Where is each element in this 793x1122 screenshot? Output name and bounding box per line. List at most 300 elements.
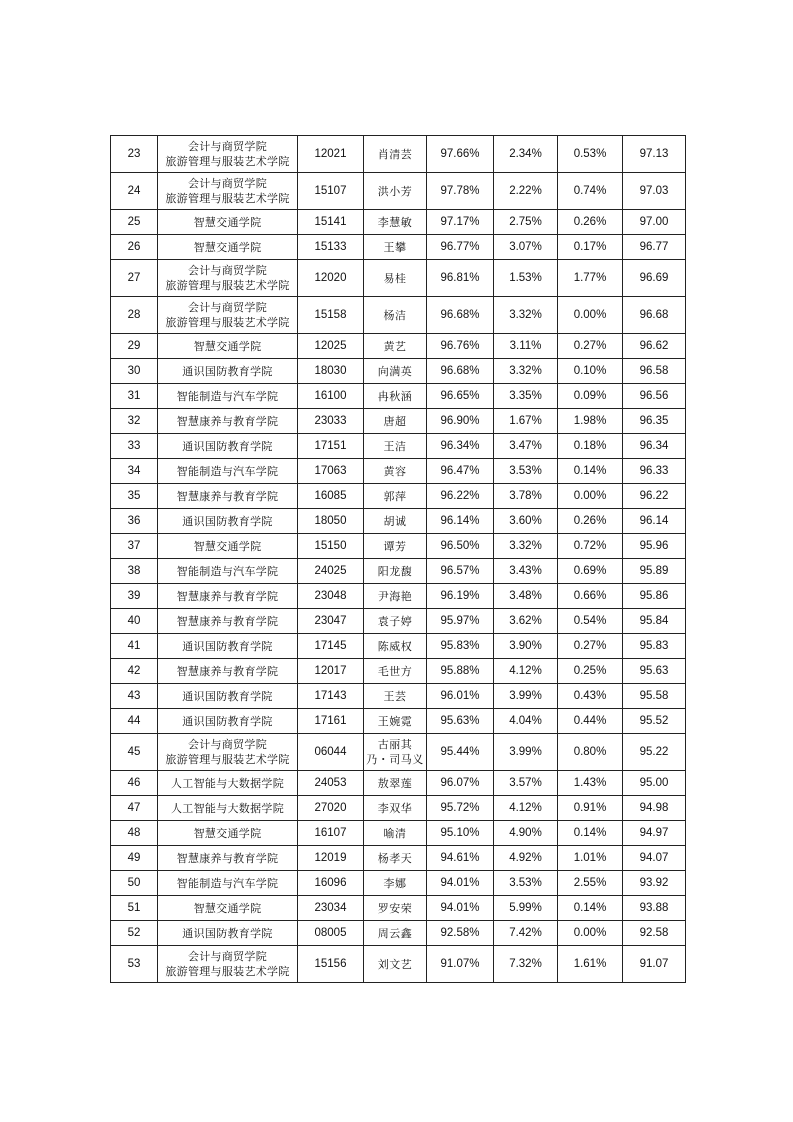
score-cell: 96.34 [623, 434, 686, 459]
department-cell [158, 771, 298, 796]
name-cell [364, 409, 427, 434]
department-cell-line: 智慧康养与教育学院 [176, 414, 279, 428]
id-cell: 17063 [298, 459, 364, 484]
table-row [111, 634, 686, 659]
percent-3-cell: 0.00% [558, 297, 623, 334]
name-cell-line: 冉秋涵 [377, 389, 413, 403]
score-cell: 94.97 [623, 821, 686, 846]
percent-3-cell: 0.18% [558, 434, 623, 459]
department-cell-line: 通识国防教育学院 [182, 639, 273, 653]
name-cell-line: 刘文艺 [377, 957, 413, 971]
percent-2-cell: 3.62% [494, 609, 558, 634]
table-row [111, 409, 686, 434]
percent-1-cell: 96.22% [427, 484, 494, 509]
row-number-cell: 35 [111, 484, 158, 509]
row-number-cell: 32 [111, 409, 158, 434]
percent-1-cell: 96.68% [427, 359, 494, 384]
table-row [111, 709, 686, 734]
table-row [111, 434, 686, 459]
percent-3-cell: 0.72% [558, 534, 623, 559]
table-row [111, 297, 686, 334]
row-number-cell: 29 [111, 334, 158, 359]
department-cell-line: 会计与商贸学院 [187, 301, 268, 314]
name-cell-line: 谭芳 [383, 539, 407, 553]
name-cell-line: 黄艺 [383, 339, 407, 353]
percent-1-cell: 96.07% [427, 771, 494, 796]
percent-3-cell: 1.43% [558, 771, 623, 796]
percent-3-cell: 0.44% [558, 709, 623, 734]
name-cell [364, 734, 427, 771]
name-cell [364, 509, 427, 534]
name-cell-line: 李娜 [383, 876, 407, 890]
department-cell-line: 智慧交通学院 [193, 901, 262, 915]
row-number-cell: 47 [111, 796, 158, 821]
department-cell [158, 846, 298, 871]
department-cell-line: 智能制造与汽车学院 [176, 464, 279, 478]
name-cell-line: 尹海艳 [377, 589, 413, 603]
percent-3-cell: 0.54% [558, 609, 623, 634]
row-number-cell: 51 [111, 896, 158, 921]
score-cell: 95.86 [623, 584, 686, 609]
name-cell-line: 王洁 [383, 439, 407, 453]
id-cell: 15150 [298, 534, 364, 559]
department-cell [158, 384, 298, 409]
id-cell: 23034 [298, 896, 364, 921]
name-cell [364, 896, 427, 921]
percent-3-cell: 0.14% [558, 896, 623, 921]
name-cell-line: 乃・司马义 [366, 753, 424, 766]
percent-1-cell: 94.61% [427, 846, 494, 871]
id-cell: 15107 [298, 173, 364, 210]
percent-1-cell: 96.65% [427, 384, 494, 409]
row-number-cell: 44 [111, 709, 158, 734]
percent-1-cell: 96.76% [427, 334, 494, 359]
department-cell [158, 684, 298, 709]
department-cell-line: 旅游管理与服装艺术学院 [165, 965, 290, 978]
percent-3-cell: 1.61% [558, 946, 623, 983]
score-cell: 95.89 [623, 559, 686, 584]
department-cell-line: 通识国防教育学院 [182, 439, 273, 453]
id-cell: 16085 [298, 484, 364, 509]
id-cell: 16107 [298, 821, 364, 846]
percent-3-cell: 0.53% [558, 136, 623, 173]
id-cell: 18030 [298, 359, 364, 384]
percent-1-cell: 96.01% [427, 684, 494, 709]
department-cell-line: 人工智能与大数据学院 [171, 801, 284, 815]
name-cell-line: 黄容 [383, 464, 407, 478]
name-cell [364, 173, 427, 210]
percent-3-cell: 0.80% [558, 734, 623, 771]
table-row [111, 459, 686, 484]
percent-2-cell: 2.22% [494, 173, 558, 210]
row-number-cell: 50 [111, 871, 158, 896]
percent-1-cell: 96.19% [427, 584, 494, 609]
percent-1-cell: 95.88% [427, 659, 494, 684]
percent-1-cell: 97.66% [427, 136, 494, 173]
table-row [111, 136, 686, 173]
ranking-table [110, 135, 686, 983]
name-cell [364, 459, 427, 484]
name-cell-line: 杨洁 [383, 308, 407, 322]
row-number-cell: 33 [111, 434, 158, 459]
percent-2-cell: 3.32% [494, 297, 558, 334]
id-cell: 16100 [298, 384, 364, 409]
percent-1-cell: 97.78% [427, 173, 494, 210]
percent-3-cell: 0.66% [558, 584, 623, 609]
row-number-cell: 45 [111, 734, 158, 771]
table-row [111, 871, 686, 896]
department-cell-line: 智慧康养与教育学院 [176, 664, 279, 678]
id-cell: 17161 [298, 709, 364, 734]
score-cell: 96.68 [623, 297, 686, 334]
department-cell [158, 534, 298, 559]
name-cell-line: 周云鑫 [377, 926, 413, 940]
percent-2-cell: 7.42% [494, 921, 558, 946]
department-cell-line: 智能制造与汽车学院 [176, 389, 279, 403]
percent-1-cell: 95.83% [427, 634, 494, 659]
table-row [111, 609, 686, 634]
percent-2-cell: 3.43% [494, 559, 558, 584]
id-cell: 12020 [298, 260, 364, 297]
score-cell: 97.03 [623, 173, 686, 210]
name-cell-line: 陈威权 [377, 639, 413, 653]
percent-1-cell: 91.07% [427, 946, 494, 983]
name-cell-line: 李双华 [377, 801, 413, 815]
row-number-cell: 49 [111, 846, 158, 871]
percent-1-cell: 94.01% [427, 896, 494, 921]
row-number-cell: 31 [111, 384, 158, 409]
id-cell: 17145 [298, 634, 364, 659]
table-row [111, 796, 686, 821]
percent-1-cell: 95.72% [427, 796, 494, 821]
percent-1-cell: 96.34% [427, 434, 494, 459]
id-cell: 24053 [298, 771, 364, 796]
name-cell-line: 肖清芸 [377, 147, 413, 161]
score-cell: 96.58 [623, 359, 686, 384]
table-row [111, 946, 686, 983]
name-cell [364, 136, 427, 173]
id-cell: 12021 [298, 136, 364, 173]
department-cell-line: 会计与商贸学院 [187, 950, 268, 963]
percent-1-cell: 95.63% [427, 709, 494, 734]
id-cell: 17151 [298, 434, 364, 459]
name-cell-line: 向满英 [377, 364, 413, 378]
percent-1-cell: 96.47% [427, 459, 494, 484]
table-row [111, 359, 686, 384]
score-cell: 93.92 [623, 871, 686, 896]
percent-2-cell: 3.32% [494, 359, 558, 384]
id-cell: 12017 [298, 659, 364, 684]
table-row [111, 260, 686, 297]
row-number-cell: 36 [111, 509, 158, 534]
department-cell [158, 334, 298, 359]
department-cell [158, 634, 298, 659]
row-number-cell: 25 [111, 210, 158, 235]
name-cell-line: 王芸 [383, 689, 407, 703]
score-cell: 96.56 [623, 384, 686, 409]
department-cell [158, 173, 298, 210]
department-cell-line: 会计与商贸学院 [187, 177, 268, 190]
name-cell-line: 郭萍 [383, 489, 407, 503]
percent-3-cell: 0.25% [558, 659, 623, 684]
id-cell: 06044 [298, 734, 364, 771]
score-cell: 96.14 [623, 509, 686, 534]
department-cell-line: 智慧康养与教育学院 [176, 851, 279, 865]
score-cell: 96.69 [623, 260, 686, 297]
department-cell [158, 946, 298, 983]
percent-2-cell: 3.57% [494, 771, 558, 796]
score-cell: 96.33 [623, 459, 686, 484]
name-cell [364, 709, 427, 734]
score-cell: 93.88 [623, 896, 686, 921]
row-number-cell: 42 [111, 659, 158, 684]
percent-2-cell: 4.90% [494, 821, 558, 846]
department-cell [158, 921, 298, 946]
row-number-cell: 24 [111, 173, 158, 210]
name-cell-line: 王婉霓 [377, 714, 413, 728]
row-number-cell: 37 [111, 534, 158, 559]
percent-2-cell: 3.47% [494, 434, 558, 459]
id-cell: 18050 [298, 509, 364, 534]
department-cell-line: 通识国防教育学院 [182, 926, 273, 940]
department-cell-line: 人工智能与大数据学院 [171, 776, 284, 790]
percent-3-cell: 1.98% [558, 409, 623, 434]
percent-1-cell: 96.68% [427, 297, 494, 334]
percent-2-cell: 3.07% [494, 235, 558, 260]
percent-2-cell: 3.53% [494, 459, 558, 484]
department-cell-line: 会计与商贸学院 [187, 264, 268, 277]
row-number-cell: 48 [111, 821, 158, 846]
percent-1-cell: 92.58% [427, 921, 494, 946]
row-number-cell: 41 [111, 634, 158, 659]
department-cell [158, 559, 298, 584]
score-cell: 97.13 [623, 136, 686, 173]
score-cell: 96.77 [623, 235, 686, 260]
percent-1-cell: 96.57% [427, 559, 494, 584]
table-row [111, 559, 686, 584]
percent-2-cell: 4.04% [494, 709, 558, 734]
department-cell [158, 434, 298, 459]
row-number-cell: 40 [111, 609, 158, 634]
name-cell [364, 260, 427, 297]
department-cell [158, 260, 298, 297]
id-cell: 08005 [298, 921, 364, 946]
department-cell-line: 通识国防教育学院 [182, 364, 273, 378]
percent-3-cell: 1.77% [558, 260, 623, 297]
row-number-cell: 26 [111, 235, 158, 260]
score-cell: 95.22 [623, 734, 686, 771]
table-row [111, 334, 686, 359]
score-cell: 91.07 [623, 946, 686, 983]
name-cell [364, 559, 427, 584]
row-number-cell: 34 [111, 459, 158, 484]
department-cell-line: 旅游管理与服装艺术学院 [165, 192, 290, 205]
department-cell [158, 609, 298, 634]
percent-3-cell: 1.01% [558, 846, 623, 871]
name-cell [364, 210, 427, 235]
name-cell-line: 李慧敏 [377, 215, 413, 229]
row-number-cell: 43 [111, 684, 158, 709]
name-cell [364, 235, 427, 260]
percent-1-cell: 95.97% [427, 609, 494, 634]
department-cell [158, 484, 298, 509]
percent-1-cell: 94.01% [427, 871, 494, 896]
department-cell [158, 821, 298, 846]
percent-2-cell: 3.35% [494, 384, 558, 409]
table-row [111, 484, 686, 509]
department-cell [158, 297, 298, 334]
department-cell-line: 会计与商贸学院 [187, 738, 268, 751]
department-cell-line: 旅游管理与服装艺术学院 [165, 316, 290, 329]
score-cell: 95.00 [623, 771, 686, 796]
name-cell-line: 毛世方 [377, 664, 413, 678]
name-cell [364, 946, 427, 983]
percent-2-cell: 1.67% [494, 409, 558, 434]
name-cell-line: 袁子婷 [377, 614, 413, 628]
score-cell: 95.58 [623, 684, 686, 709]
percent-2-cell: 1.53% [494, 260, 558, 297]
department-cell-line: 智慧康养与教育学院 [176, 589, 279, 603]
name-cell [364, 297, 427, 334]
name-cell-line: 唐超 [383, 414, 407, 428]
row-number-cell: 28 [111, 297, 158, 334]
department-cell-line: 通识国防教育学院 [182, 689, 273, 703]
department-cell [158, 709, 298, 734]
department-cell-line: 通识国防教育学院 [182, 714, 273, 728]
department-cell [158, 409, 298, 434]
table-row [111, 584, 686, 609]
department-cell [158, 734, 298, 771]
percent-3-cell: 0.43% [558, 684, 623, 709]
department-cell [158, 235, 298, 260]
id-cell: 15156 [298, 946, 364, 983]
percent-1-cell: 96.77% [427, 235, 494, 260]
percent-3-cell: 0.26% [558, 509, 623, 534]
name-cell-line: 罗安荣 [377, 901, 413, 915]
id-cell: 15141 [298, 210, 364, 235]
score-cell: 96.62 [623, 334, 686, 359]
percent-3-cell: 0.10% [558, 359, 623, 384]
table-row [111, 384, 686, 409]
percent-3-cell: 0.69% [558, 559, 623, 584]
row-number-cell: 39 [111, 584, 158, 609]
percent-2-cell: 3.48% [494, 584, 558, 609]
percent-1-cell: 95.10% [427, 821, 494, 846]
score-cell: 94.07 [623, 846, 686, 871]
table-row [111, 921, 686, 946]
name-cell-line: 王攀 [383, 240, 407, 254]
percent-3-cell: 0.17% [558, 235, 623, 260]
percent-2-cell: 7.32% [494, 946, 558, 983]
score-cell: 95.52 [623, 709, 686, 734]
percent-3-cell: 0.14% [558, 821, 623, 846]
percent-3-cell: 0.00% [558, 484, 623, 509]
department-cell [158, 210, 298, 235]
percent-1-cell: 97.17% [427, 210, 494, 235]
id-cell: 12019 [298, 846, 364, 871]
department-cell-line: 智慧交通学院 [193, 539, 262, 553]
score-cell: 95.83 [623, 634, 686, 659]
name-cell [364, 534, 427, 559]
percent-2-cell: 5.99% [494, 896, 558, 921]
row-number-cell: 52 [111, 921, 158, 946]
table-row [111, 235, 686, 260]
percent-3-cell: 0.09% [558, 384, 623, 409]
table-row [111, 659, 686, 684]
name-cell [364, 821, 427, 846]
name-cell [364, 634, 427, 659]
department-cell-line: 智慧交通学院 [193, 826, 262, 840]
department-cell-line: 通识国防教育学院 [182, 514, 273, 528]
id-cell: 24025 [298, 559, 364, 584]
row-number-cell: 30 [111, 359, 158, 384]
department-cell-line: 智慧交通学院 [193, 339, 262, 353]
percent-1-cell: 96.14% [427, 509, 494, 534]
percent-3-cell: 0.14% [558, 459, 623, 484]
department-cell [158, 871, 298, 896]
table-row [111, 846, 686, 871]
percent-1-cell: 96.90% [427, 409, 494, 434]
table-row [111, 534, 686, 559]
table-row [111, 210, 686, 235]
score-cell: 94.98 [623, 796, 686, 821]
table-row [111, 771, 686, 796]
name-cell-line: 易桂 [383, 271, 407, 285]
name-cell-line: 阳龙馥 [377, 564, 413, 578]
name-cell [364, 584, 427, 609]
table-row [111, 684, 686, 709]
id-cell: 23048 [298, 584, 364, 609]
name-cell [364, 384, 427, 409]
percent-3-cell: 0.00% [558, 921, 623, 946]
percent-3-cell: 0.27% [558, 334, 623, 359]
department-cell [158, 896, 298, 921]
percent-3-cell: 0.91% [558, 796, 623, 821]
table-row [111, 734, 686, 771]
department-cell [158, 796, 298, 821]
department-cell-line: 智慧康养与教育学院 [176, 614, 279, 628]
department-cell [158, 509, 298, 534]
percent-2-cell: 4.12% [494, 659, 558, 684]
score-cell: 95.84 [623, 609, 686, 634]
name-cell [364, 771, 427, 796]
row-number-cell: 53 [111, 946, 158, 983]
row-number-cell: 46 [111, 771, 158, 796]
department-cell-line: 智慧康养与教育学院 [176, 489, 279, 503]
department-cell [158, 359, 298, 384]
id-cell: 17143 [298, 684, 364, 709]
percent-1-cell: 95.44% [427, 734, 494, 771]
percent-2-cell: 3.90% [494, 634, 558, 659]
department-cell-line: 旅游管理与服装艺术学院 [165, 155, 290, 168]
table-row [111, 173, 686, 210]
score-cell: 92.58 [623, 921, 686, 946]
table-row [111, 896, 686, 921]
department-cell [158, 659, 298, 684]
percent-2-cell: 3.78% [494, 484, 558, 509]
id-cell: 16096 [298, 871, 364, 896]
department-cell-line: 旅游管理与服装艺术学院 [165, 753, 290, 766]
score-cell: 96.22 [623, 484, 686, 509]
percent-2-cell: 3.60% [494, 509, 558, 534]
department-cell-line: 智慧交通学院 [193, 215, 262, 229]
name-cell [364, 334, 427, 359]
percent-2-cell: 3.11% [494, 334, 558, 359]
percent-2-cell: 3.32% [494, 534, 558, 559]
percent-3-cell: 0.27% [558, 634, 623, 659]
name-cell-line: 古丽其 [377, 738, 413, 751]
name-cell-line: 敖翠莲 [377, 776, 413, 790]
